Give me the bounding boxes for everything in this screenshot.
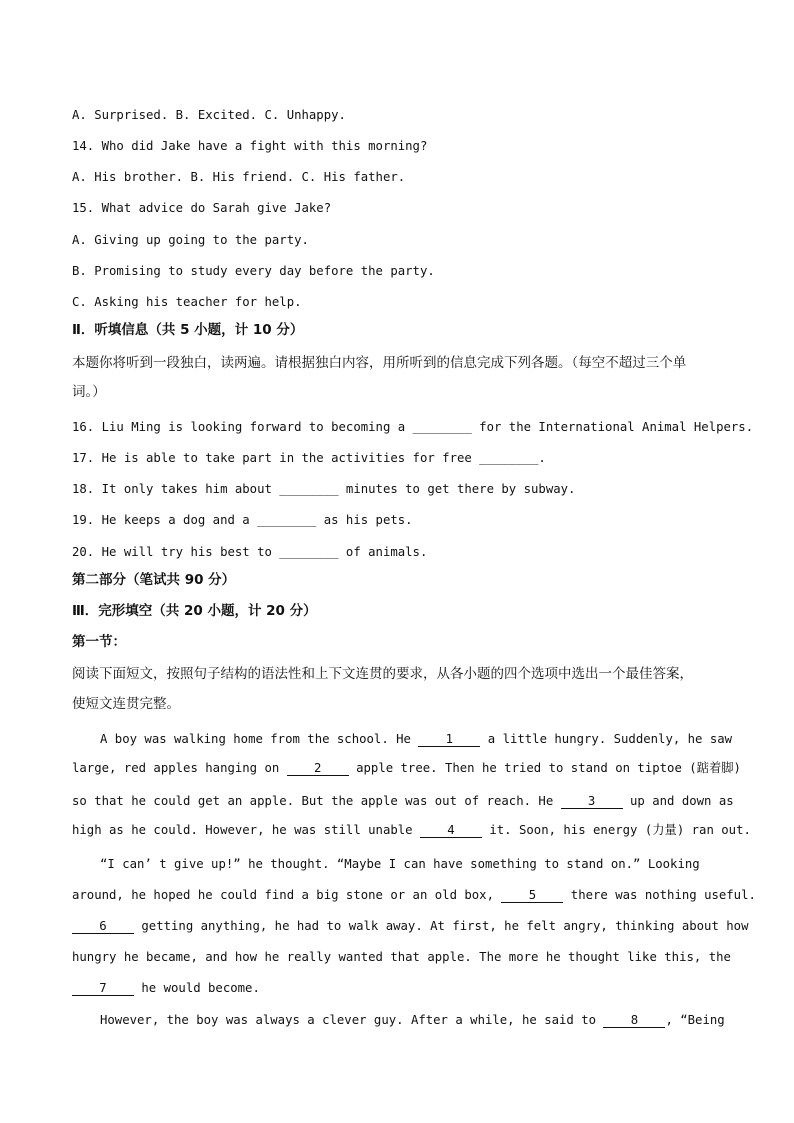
passage-line-2 <box>72 760 741 776</box>
passage-text: there was nothing useful. <box>563 888 756 902</box>
q15-question: 15. What advice do Sarah give Jake? <box>72 201 332 215</box>
section-3-heading: Ⅲ．完形填空（共 20 小题，计 20 分） <box>72 603 317 619</box>
item-18: 18. It only takes him about ________ minutes to get there by subway. <box>72 482 576 496</box>
q15-option-c: C. Asking his teacher for help. <box>72 295 302 309</box>
passage-text: up and down as <box>622 794 734 808</box>
passage-text: However, the boy was always a clever guy. After a while, he said to <box>100 1013 604 1027</box>
section-3-instruction-line-2: 使短文连贯完整。 <box>72 696 180 712</box>
passage-text: apple tree. Then he tried to stand on tiptoe (踮着脚) <box>348 761 741 775</box>
blank-6: 6 <box>72 919 134 934</box>
passage-text: high as he could. However, he was still unable <box>72 823 420 837</box>
blank-2: 2 <box>287 761 349 776</box>
passage-line-6 <box>72 887 756 903</box>
passage-text: it. Soon, his energy (力量) ran out. <box>481 823 751 837</box>
item-17: 17. He is able to take part in the activities for free ________. <box>72 451 546 465</box>
passage-line-7 <box>72 918 749 934</box>
blank-4: 4 <box>420 823 482 838</box>
section-3-subheading: 第一节： <box>72 634 126 650</box>
passage-line-1 <box>100 731 733 747</box>
passage-text: around, he hoped he could find a big stone or an old box, <box>72 888 502 902</box>
section-2-heading: Ⅱ．听填信息（共 5 小题，计 10 分） <box>72 322 304 338</box>
item-16: 16. Liu Ming is looking forward to becoming a ________ for the International Animal Helpers. <box>72 420 754 434</box>
passage-text: A boy was walking home from the school. He <box>100 732 419 746</box>
item-20: 20. He will try his best to ________ of animals. <box>72 545 428 559</box>
q14-options: A. His brother. B. His friend. C. His father. <box>72 170 406 184</box>
passage-line-10 <box>100 1012 725 1028</box>
blank-1: 1 <box>418 732 480 747</box>
item-19: 19. He keeps a dog and a ________ as his pets. <box>72 513 413 527</box>
q15-option-b: B. Promising to study every day before the party. <box>72 264 435 278</box>
section-2-instruction-line-2: 词。） <box>72 384 106 400</box>
passage-text: large, red apples hanging on <box>72 761 287 775</box>
passage-text: so that he could get an apple. But the apple was out of reach. He <box>72 794 561 808</box>
blank-7: 7 <box>72 981 134 996</box>
part-2-heading: 第二部分（笔试共 90 分） <box>72 572 236 588</box>
blank-8: 8 <box>603 1013 665 1028</box>
blank-3: 3 <box>561 794 623 809</box>
passage-line-5 <box>100 856 722 872</box>
q13-options: A. Surprised. B. Excited. C. Unhappy. <box>72 108 346 122</box>
section-2-instruction-line-1: 本题你将听到一段独白，读两遍。请根据独白内容，用所听到的信息完成下列各题。（每空不超过三个单 <box>72 355 687 371</box>
passage-text: hungry he became, and how he really wanted that apple. The more he thought like this, the <box>72 950 731 964</box>
q14-question: 14. Who did Jake have a fight with this morning? <box>72 139 428 153</box>
passage-text: getting anything, he had to walk away. At first, he felt angry, thinking about how <box>134 919 749 933</box>
passage-line-4 <box>72 822 751 838</box>
passage-line-8 <box>72 949 731 965</box>
passage-line-3 <box>72 793 734 809</box>
q15-option-a: A. Giving up going to the party. <box>72 233 309 247</box>
passage-text: a little hungry. Suddenly, he saw <box>480 732 733 746</box>
passage-text: “I can’ t give up!” he thought. “Maybe I can have something to stand on.” Looking <box>100 857 700 871</box>
passage-text: , “Being <box>665 1013 725 1027</box>
section-3-instruction-line-1: 阅读下面短文，按照句子结构的语法性和上下文连贯的要求，从各小题的四个选项中选出一个最佳答案， <box>72 666 693 682</box>
blank-5: 5 <box>501 888 563 903</box>
passage-text: he would become. <box>134 981 260 995</box>
passage-line-9 <box>72 980 722 996</box>
